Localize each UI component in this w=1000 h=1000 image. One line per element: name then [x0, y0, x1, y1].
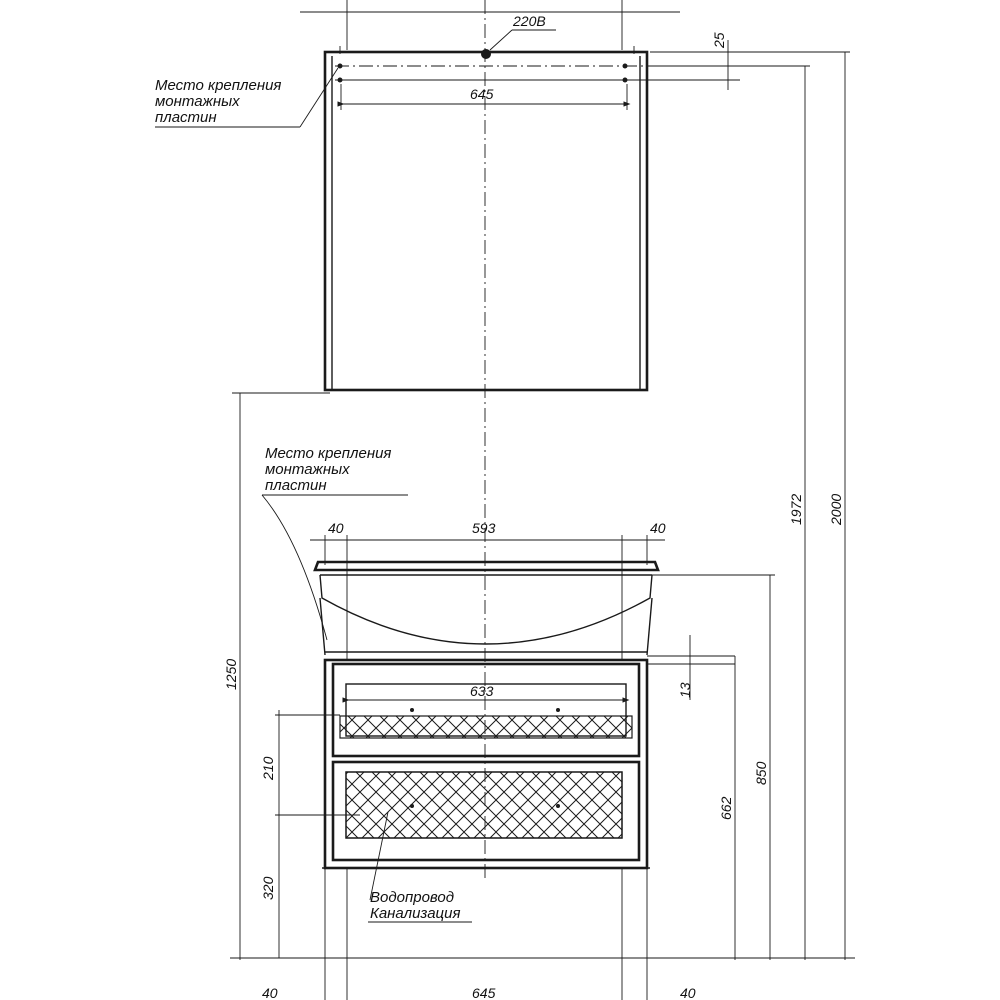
dim-pipe-height: 320 [260, 876, 276, 900]
dim-bottom-left: 40 [262, 985, 278, 1000]
svg-text:Место крепления: Место крепления [155, 77, 282, 94]
power-point-icon [481, 49, 491, 59]
dim-mirror-plate-width: 645 [470, 86, 494, 102]
svg-text:монтажных: монтажных [155, 93, 240, 110]
dim-pipe-spacing: 210 [260, 756, 276, 780]
dim-drawer-width: 633 [470, 683, 494, 699]
voltage-label: 220В [513, 13, 546, 29]
dim-bottom-right: 40 [680, 985, 696, 1000]
dim-2000: 2000 [828, 493, 844, 525]
dim-1972: 1972 [788, 493, 804, 525]
mirror-cabinet [325, 46, 740, 390]
svg-text:пластин: пластин [265, 477, 327, 494]
dim-total-height: 1250 [223, 658, 239, 690]
dim-side-left: 40 [328, 520, 344, 536]
svg-text:монтажных: монтажных [265, 461, 350, 478]
dim-top-offset: 25 [711, 32, 727, 48]
vanity-unit [315, 562, 658, 868]
svg-text:Место крепления: Место крепления [265, 445, 392, 462]
svg-text:Канализация: Канализация [370, 905, 461, 922]
mount-note-top [155, 68, 338, 127]
dim-basin-inner-width: 593 [472, 520, 496, 536]
dim-bottom-width: 645 [472, 985, 496, 1000]
dim-850: 850 [753, 761, 769, 785]
svg-text:пластин: пластин [155, 109, 217, 126]
mount-note-bottom [262, 445, 408, 640]
dim-gap: 13 [677, 682, 693, 698]
dim-662: 662 [718, 796, 734, 820]
dim-side-right: 40 [650, 520, 666, 536]
svg-text:Водопровод: Водопровод [370, 889, 455, 906]
